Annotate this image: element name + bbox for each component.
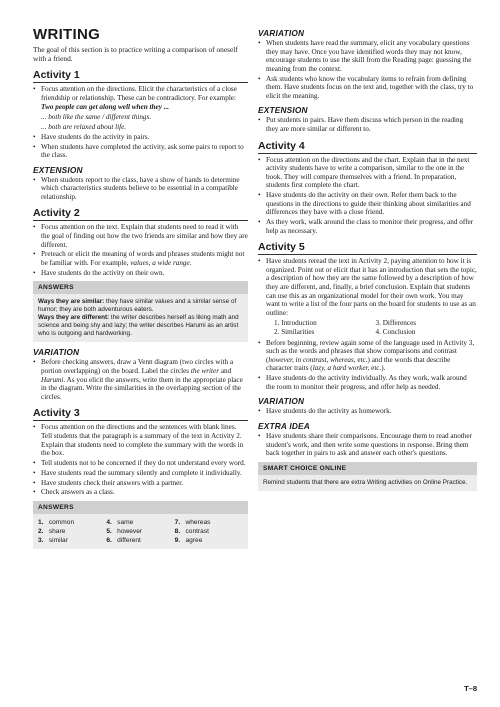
answer-item: 5. however bbox=[106, 527, 143, 535]
answers-heading: ANSWERS bbox=[33, 501, 248, 514]
list-item bbox=[33, 250, 248, 267]
answer-text: the writer describes herself as liking math and science and being shy and lazy; the writer describes Harumi as an artist who is outgoing and hardworking. bbox=[38, 314, 239, 338]
example-sentence: Two people can get along well when they ... bbox=[41, 103, 170, 112]
text-span: Before checking answers, draw a Venn diagram (two circles with a portion overlapping) on the board. Label the circles bbox=[41, 358, 234, 375]
list-item: • Focus attention on the directions. Elicit the characteristics of a close friendship or relationship. These can be contradictory. For example: bbox=[33, 85, 248, 102]
smart-choice-box bbox=[258, 462, 477, 491]
extra-idea-heading: EXTRA IDEA bbox=[258, 420, 310, 431]
text-span: etc.). bbox=[369, 364, 386, 373]
list-item: • Tell students not to be concerned if they do not understand every word. bbox=[33, 459, 248, 468]
list-item: • Check answers as a class. bbox=[33, 488, 248, 497]
text-span: etc.) and the words that describe character traits ( bbox=[266, 355, 451, 373]
activity2-heading: Activity 2 bbox=[33, 207, 248, 221]
list-item: • When students have read the summary, elicit any vocabulary questions they may have. Once you have identified words they may not know, encourage students to use the skill from the Reading page: guessing the meaning from the context. bbox=[258, 39, 477, 73]
answer-item: 7. whereas bbox=[174, 518, 211, 526]
smart-choice-body: Remind students that there are extra Writing activities on Online Practice. bbox=[263, 478, 468, 486]
answers-heading: ANSWERS bbox=[33, 281, 248, 294]
activity5-heading: Activity 5 bbox=[258, 241, 477, 255]
activity3-heading: Activity 3 bbox=[33, 407, 248, 421]
variation-list bbox=[258, 407, 477, 416]
example-option: ... both like the same / different things. bbox=[41, 113, 152, 122]
list-item: • Have students share their comparisons. Encourage them to read another student's work, and then write some questions in response. Bring them back together in pairs to ask and answer each other's questions. bbox=[258, 432, 477, 458]
text-span: and bbox=[219, 367, 232, 375]
answer-item: 8. contrast bbox=[174, 527, 209, 535]
variation-heading: VARIATION bbox=[258, 28, 305, 38]
activity4-list bbox=[258, 156, 477, 236]
list-item: • Focus attention on the text. Explain that students need to read it with the goal of finding out how the two friends are similar and how they are different. bbox=[33, 223, 248, 249]
extension-heading: EXTENSION bbox=[258, 105, 308, 116]
text-span: however, in contrast, whereas, bbox=[268, 355, 356, 364]
outline-item: 2. Similarities bbox=[274, 327, 315, 336]
outline-list bbox=[258, 319, 477, 337]
list-item: • As they work, walk around the class to monitor their progress, and offer help as necessary. bbox=[258, 218, 477, 235]
answer-label: Ways they are different: bbox=[38, 314, 110, 322]
answer-item: 4. same bbox=[106, 518, 134, 526]
activity2-list bbox=[33, 223, 248, 277]
text-span: values, a wide range bbox=[130, 259, 190, 268]
text-span: Before beginning, review again some of the language used in Activity 3, such as the words and phrases that show comparisons and contrast ( bbox=[266, 338, 475, 364]
answer-item: 6. different bbox=[106, 536, 141, 544]
intro-text: The goal of this section is to practice writing a comparison of oneself with a friend. bbox=[33, 45, 238, 63]
answers-body bbox=[33, 294, 248, 342]
answers-box bbox=[33, 501, 248, 549]
left-column bbox=[33, 0, 248, 551]
list-item: • Have students do the activity as homework. bbox=[258, 407, 477, 416]
variation-list bbox=[33, 358, 248, 401]
list-item bbox=[33, 358, 248, 401]
activity1-heading: Activity 1 bbox=[33, 69, 248, 83]
list-item: • Have students check their answers with a partner. bbox=[33, 479, 248, 488]
activity4-heading: Activity 4 bbox=[258, 140, 477, 154]
list-item: • Have students do the activity individually. As they work, walk around the room to monitor their progress, and offer help as needed. bbox=[258, 374, 477, 391]
list-item: • Have students read the summary silently and complete it individually. bbox=[33, 469, 248, 478]
outline-item: 3. Differences bbox=[375, 318, 417, 327]
answer-text: they have similar values and a similar sense of humor; they are both adventurous eaters. bbox=[38, 298, 237, 314]
extension-list bbox=[258, 116, 477, 133]
right-column bbox=[258, 22, 477, 493]
extra-idea-list bbox=[258, 432, 477, 458]
variation-list bbox=[258, 39, 477, 100]
answer-item: 3. similar bbox=[38, 536, 68, 544]
extension-heading: EXTENSION bbox=[33, 164, 83, 175]
smart-choice-heading: SMART CHOICE ONLINE bbox=[258, 462, 477, 475]
list-item bbox=[258, 339, 477, 373]
outline-item: 1. Introduction bbox=[274, 318, 317, 327]
answers-box bbox=[33, 281, 248, 342]
text-span: . bbox=[189, 259, 192, 268]
text-span: lazy, a hard worker, bbox=[312, 364, 370, 373]
list-item: • Have students do the activity on their own. Refer them back to the questions in the directions to guide their thinking about similarities and differences they have with a close friend. bbox=[258, 191, 477, 217]
answer-item: 1. common bbox=[38, 518, 75, 526]
text-span: . As you elicit the answers, write them in the appropriate place in the diagram. Write the similarities in the overlapping section of the circles. bbox=[41, 375, 243, 401]
variation-heading: VARIATION bbox=[258, 396, 305, 407]
variation-heading: VARIATION bbox=[33, 347, 80, 358]
text-span: the writer bbox=[190, 367, 220, 375]
list-item: • When students have completed the activity, ask some pairs to report to the class. bbox=[33, 143, 248, 160]
answer-label: Ways they are similar: bbox=[38, 298, 105, 306]
answer-item: 9. agree bbox=[174, 536, 203, 544]
activity5-list bbox=[258, 257, 477, 391]
page-number: T–8 bbox=[464, 684, 477, 693]
example-option: ... both are relaxed about life. bbox=[41, 122, 127, 131]
extension-list bbox=[33, 176, 248, 202]
list-item: • Put students in pairs. Have them discuss which person in the reading they are more similar or different to. bbox=[258, 116, 477, 133]
list-item: • Have students do the activity on their own. bbox=[33, 269, 248, 278]
list-item: • Focus attention on the directions and the sentences with blank lines. Tell students that the paragraph is a summary of the text in Activity 2. Explain that students need to complete the summary with the words in the box. bbox=[33, 423, 248, 457]
outline-item: 4. Conclusion bbox=[375, 327, 416, 336]
answer-item: 2. share bbox=[38, 527, 66, 535]
list-item: • Have students reread the text in Activity 2, paying attention to how it is organized. Point out or elicit that it has an introduction that sets the topic, a description of how they are the same followed by a description of how they are different, and, finally, a brief conclusion. Explain that students can use this as an organizational model for their own work. You may want to write a list of the four parts on the board for students to use as an outline: bbox=[258, 257, 477, 317]
activity1-list bbox=[33, 85, 248, 160]
list-item: • Have students do the activity in pairs. bbox=[33, 133, 248, 142]
text-span: Harumi bbox=[41, 375, 64, 384]
list-item: • When students report to the class, have a show of hands to determine which characteristics students believe to be essential in a compatible relationship. bbox=[33, 176, 248, 202]
answers-grid bbox=[33, 514, 248, 549]
list-item: • Focus attention on the directions and the chart. Explain that in the next activity students have to write a comparison, similar to the one in the book. They will compare themselves with a friend. In preparation, students first complete the chart. bbox=[258, 156, 477, 190]
list-item: • Ask students who know the vocabulary items to refrain from defining them. Have students focus on the text and, together with the class, try to elicit the meaning. bbox=[258, 75, 477, 101]
page-title: WRITING bbox=[33, 26, 101, 43]
text-span: Preteach or elicit the meaning of words and phrases students might not be familiar with. For example, bbox=[41, 250, 245, 268]
activity3-list bbox=[33, 423, 248, 497]
